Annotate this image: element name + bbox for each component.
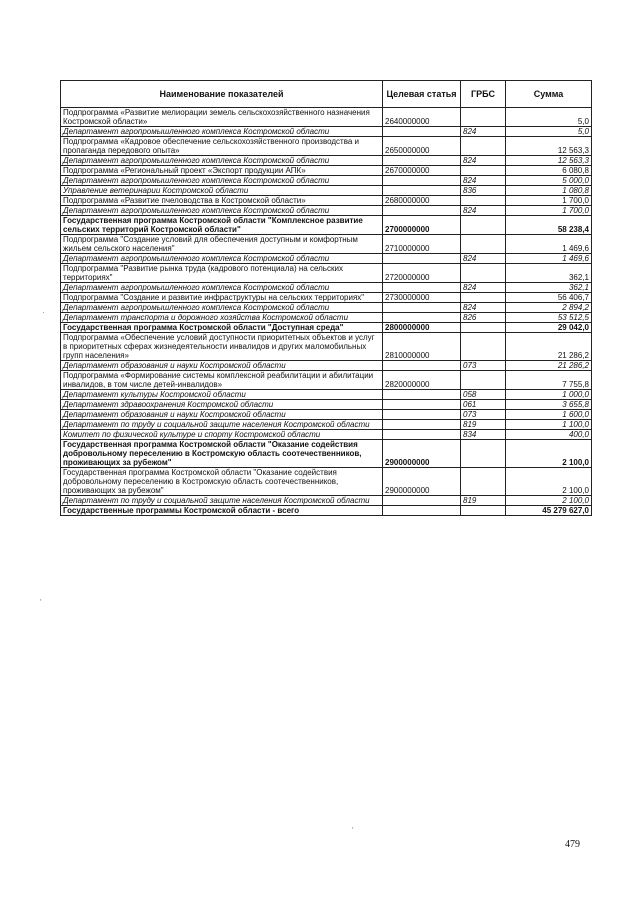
cell-name: Государственные программы Костромской области - всего — [61, 506, 383, 516]
cell-sum: 21 286,2 — [506, 361, 592, 371]
cell-name: Департамент по труду и социальной защите населения Костромской области — [61, 420, 383, 430]
table-row — [61, 137, 592, 156]
cell-target-article — [383, 506, 461, 516]
cell-sum: 400,0 — [506, 430, 592, 440]
cell-grbs: 061 — [461, 400, 506, 410]
cell-name: Подпрограмма "Развитие рынка труда (кадрового потенциала) на сельских территориях" — [61, 264, 383, 283]
cell-grbs: 819 — [461, 420, 506, 430]
cell-grbs — [461, 506, 506, 516]
table-row — [61, 196, 592, 206]
cell-name: Департамент образования и науки Костромской области — [61, 361, 383, 371]
cell-name: Подпрограмма «Обеспечение условий доступности приоритетных объектов и услуг в приоритетных сферах жизнедеятельности инвалидов и других маломобильных групп населения» — [61, 333, 383, 361]
cell-name: Департамент агропромышленного комплекса Костромской области — [61, 156, 383, 166]
cell-name: Подпрограмма «Кадровое обеспечение сельскохозяйственного производства и пропаганда передового опыта» — [61, 137, 383, 156]
budget-table — [60, 80, 592, 516]
cell-name: Подпрограмма "Создание условий для обеспечения доступным и комфортным жильем сельского населения" — [61, 235, 383, 254]
cell-target-article — [383, 176, 461, 186]
cell-name: Департамент агропромышленного комплекса Костромской области — [61, 283, 383, 293]
table-row — [61, 371, 592, 390]
cell-target-article: 2670000000 — [383, 166, 461, 176]
table-row — [61, 440, 592, 468]
cell-target-article: 2810000000 — [383, 333, 461, 361]
cell-name: Департамент агропромышленного комплекса Костромской области — [61, 176, 383, 186]
cell-sum: 5,0 — [506, 108, 592, 127]
cell-name: Департамент агропромышленного комплекса Костромской области — [61, 127, 383, 137]
cell-target-article — [383, 283, 461, 293]
table-row — [61, 496, 592, 506]
cell-grbs — [461, 216, 506, 235]
cell-sum: 2 100,0 — [506, 440, 592, 468]
margin-mark: · — [42, 308, 45, 317]
cell-name: Департамент образования и науки Костромской области — [61, 410, 383, 420]
table-row — [61, 206, 592, 216]
table-row — [61, 293, 592, 303]
cell-sum: 1 700,0 — [506, 196, 592, 206]
table-row — [61, 254, 592, 264]
table-row — [61, 468, 592, 496]
cell-sum: 5 000,0 — [506, 176, 592, 186]
cell-sum: 7 755,8 — [506, 371, 592, 390]
table-row — [61, 430, 592, 440]
cell-name: Подпрограмма «Развитие мелиорации земель сельскохозяйственного назначения Костромской области» — [61, 108, 383, 127]
cell-grbs — [461, 323, 506, 333]
cell-sum: 12 563,3 — [506, 156, 592, 166]
margin-mark: ' — [352, 826, 354, 835]
cell-sum: 29 042,0 — [506, 323, 592, 333]
cell-sum: 21 286,2 — [506, 333, 592, 361]
cell-name: Департамент культуры Костромской области — [61, 390, 383, 400]
table-row — [61, 176, 592, 186]
table-row — [61, 313, 592, 323]
cell-sum: 362,1 — [506, 283, 592, 293]
cell-target-article — [383, 156, 461, 166]
cell-name: Государственная программа Костромской области "Оказание содействия добровольному переселению в Костромскую область соотечественников, проживающих за рубежом" — [61, 468, 383, 496]
cell-target-article: 2900000000 — [383, 468, 461, 496]
cell-target-article: 2730000000 — [383, 293, 461, 303]
cell-target-article: 2900000000 — [383, 440, 461, 468]
cell-name: Департамент агропромышленного комплекса Костромской области — [61, 303, 383, 313]
cell-sum: 2 894,2 — [506, 303, 592, 313]
table-row — [61, 333, 592, 361]
cell-grbs — [461, 371, 506, 390]
cell-target-article: 2710000000 — [383, 235, 461, 254]
cell-grbs — [461, 196, 506, 206]
table-row — [61, 127, 592, 137]
cell-sum: 1 080,8 — [506, 186, 592, 196]
cell-grbs: 819 — [461, 496, 506, 506]
cell-grbs: 834 — [461, 430, 506, 440]
cell-sum: 58 238,4 — [506, 216, 592, 235]
cell-target-article — [383, 313, 461, 323]
cell-name: Департамент транспорта и дорожного хозяйства Костромской области — [61, 313, 383, 323]
cell-sum: 2 100,0 — [506, 496, 592, 506]
table-header-row — [61, 81, 592, 108]
cell-grbs: 824 — [461, 127, 506, 137]
cell-grbs — [461, 137, 506, 156]
cell-sum: 1 100,0 — [506, 420, 592, 430]
cell-target-article: 2640000000 — [383, 108, 461, 127]
cell-sum: 12 563,3 — [506, 137, 592, 156]
cell-sum: 1 469,6 — [506, 254, 592, 264]
cell-target-article — [383, 496, 461, 506]
cell-target-article — [383, 303, 461, 313]
page-number: 479 — [565, 839, 580, 850]
cell-sum: 5,0 — [506, 127, 592, 137]
table-row — [61, 420, 592, 430]
cell-sum: 56 406,7 — [506, 293, 592, 303]
cell-name: Комитет по физической культуре и спорту Костромской области — [61, 430, 383, 440]
cell-name: Департамент агропромышленного комплекса Костромской области — [61, 254, 383, 264]
table-row — [61, 400, 592, 410]
cell-name: Департамент здравоохранения Костромской области — [61, 400, 383, 410]
cell-grbs — [461, 440, 506, 468]
cell-grbs — [461, 468, 506, 496]
cell-target-article: 2720000000 — [383, 264, 461, 283]
cell-grbs: 826 — [461, 313, 506, 323]
cell-grbs: 073 — [461, 361, 506, 371]
table-row — [61, 186, 592, 196]
cell-grbs: 824 — [461, 303, 506, 313]
table-body — [61, 108, 592, 516]
cell-name: Подпрограмма "Создание и развитие инфраструктуры на сельских территориях" — [61, 293, 383, 303]
cell-name: Управление ветеринарии Костромской области — [61, 186, 383, 196]
table-row — [61, 235, 592, 254]
cell-sum: 1 000,0 — [506, 390, 592, 400]
cell-target-article — [383, 430, 461, 440]
cell-target-article — [383, 206, 461, 216]
cell-grbs: 824 — [461, 283, 506, 293]
cell-target-article — [383, 127, 461, 137]
cell-target-article: 2700000000 — [383, 216, 461, 235]
margin-mark: ' — [40, 598, 42, 607]
cell-name: Подпрограмма «Формирование системы комплексной реабилитации и абилитации инвалидов, в том числе детей-инвалидов» — [61, 371, 383, 390]
cell-target-article — [383, 254, 461, 264]
cell-sum: 6 080,8 — [506, 166, 592, 176]
cell-name: Государственная программа Костромской области "Доступная среда" — [61, 323, 383, 333]
cell-target-article: 2650000000 — [383, 137, 461, 156]
cell-name: Подпрограмма «Региональный проект «Экспорт продукции АПК» — [61, 166, 383, 176]
table-row — [61, 216, 592, 235]
cell-target-article: 2800000000 — [383, 323, 461, 333]
cell-sum: 362,1 — [506, 264, 592, 283]
cell-grbs: 824 — [461, 176, 506, 186]
cell-sum: 2 100,0 — [506, 468, 592, 496]
cell-target-article: 2680000000 — [383, 196, 461, 206]
cell-grbs — [461, 108, 506, 127]
cell-grbs — [461, 293, 506, 303]
table-row — [61, 323, 592, 333]
cell-name: Департамент агропромышленного комплекса Костромской области — [61, 206, 383, 216]
cell-grbs — [461, 235, 506, 254]
table-row — [61, 506, 592, 516]
cell-grbs: 073 — [461, 410, 506, 420]
table-row — [61, 390, 592, 400]
cell-sum: 1 600,0 — [506, 410, 592, 420]
cell-target-article — [383, 410, 461, 420]
cell-grbs — [461, 333, 506, 361]
cell-sum: 1 469,6 — [506, 235, 592, 254]
cell-name: Департамент по труду и социальной защите населения Костромской области — [61, 496, 383, 506]
cell-sum: 3 655,8 — [506, 400, 592, 410]
header-grbs: ГРБС — [461, 81, 506, 108]
cell-grbs — [461, 166, 506, 176]
cell-target-article — [383, 361, 461, 371]
cell-grbs: 824 — [461, 206, 506, 216]
cell-name: Государственная программа Костромской области "Комплексное развитие сельских территорий Костромской области" — [61, 216, 383, 235]
cell-target-article — [383, 390, 461, 400]
cell-name: Государственная программа Костромской области "Оказание содействия добровольному переселению в Костромскую область соотечественников, проживающих за рубежом" — [61, 440, 383, 468]
cell-sum: 1 700,0 — [506, 206, 592, 216]
cell-grbs: 824 — [461, 254, 506, 264]
table-row — [61, 303, 592, 313]
cell-grbs: 058 — [461, 390, 506, 400]
header-target-article: Целевая статья — [383, 81, 461, 108]
table-row — [61, 361, 592, 371]
cell-grbs: 836 — [461, 186, 506, 196]
cell-grbs — [461, 264, 506, 283]
cell-target-article — [383, 420, 461, 430]
cell-name: Подпрограмма «Развитие пчеловодства в Костромской области» — [61, 196, 383, 206]
cell-target-article — [383, 400, 461, 410]
table-row — [61, 410, 592, 420]
table-row — [61, 166, 592, 176]
cell-grbs: 824 — [461, 156, 506, 166]
cell-target-article: 2820000000 — [383, 371, 461, 390]
cell-sum: 45 279 627,0 — [506, 506, 592, 516]
header-name: Наименование показателей — [61, 81, 383, 108]
header-sum: Сумма — [506, 81, 592, 108]
cell-sum: 53 512,5 — [506, 313, 592, 323]
table-row — [61, 283, 592, 293]
table-row — [61, 156, 592, 166]
cell-target-article — [383, 186, 461, 196]
table-row — [61, 108, 592, 127]
table-row — [61, 264, 592, 283]
